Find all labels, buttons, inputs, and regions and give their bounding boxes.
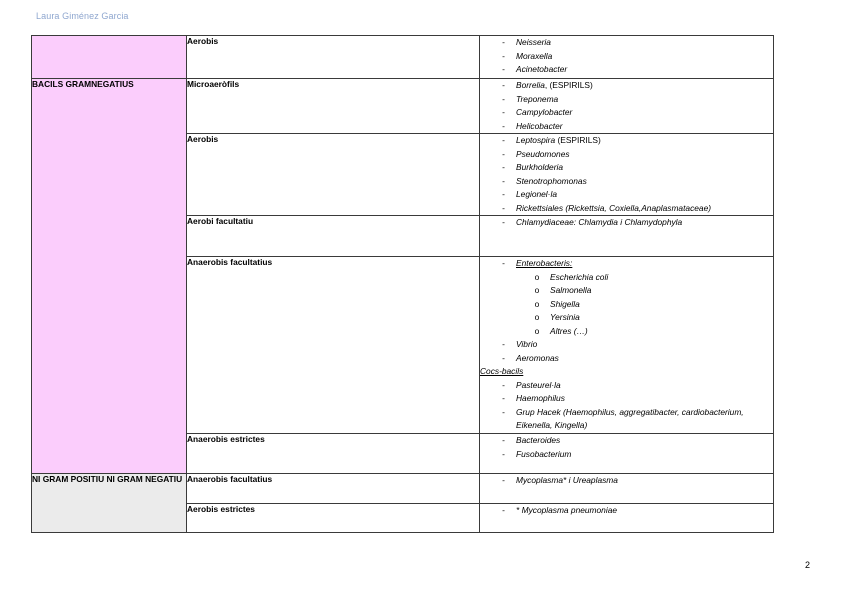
sub-list-item: o Yersinia [534, 312, 580, 322]
subgroup-label: Anaerobis facultatius [187, 474, 480, 504]
group-cell-empty [32, 36, 187, 79]
list-item: - Chlamydiaceae: Chlamydia i Chlamydophyla [502, 217, 683, 227]
list-item: - Grup Hacek (Haemophilus, aggregatibacter, cardiobacterium, Eikenella, Kingella) [502, 406, 744, 430]
list-item: - Burkholderia [502, 162, 564, 172]
list-item: - Pseudomones [502, 148, 570, 159]
list-item: - Neisseria [502, 37, 551, 47]
subgroup-label: Aerobis [187, 36, 480, 79]
sub-list-item: o Escherichia coli [534, 271, 609, 282]
list-item: - Legionel·la [502, 189, 557, 199]
organism-list [480, 434, 774, 474]
sub-list-item: o Shigella [534, 298, 580, 309]
sub-list-item: o Salmonella [534, 285, 592, 295]
list-item: - Fusobacterium [502, 448, 572, 459]
list-item: - Campylobacter [502, 107, 573, 117]
organism-list [480, 474, 774, 504]
bacteria-classification-table [31, 35, 774, 533]
list-item: - Rickettsiales (Rickettsia, Coxiella,Anaplasmataceae) [502, 202, 712, 213]
list-item: - Vibrio [502, 339, 538, 349]
list-item: - Stenotrophomonas [502, 175, 587, 186]
author-header: Laura Giménez Garcia [36, 11, 129, 21]
cocs-bacils-heading: Cocs-bacils [480, 366, 524, 376]
list-item: - Mycoplasma* i Ureaplasma [502, 475, 618, 485]
organism-list [480, 36, 774, 79]
list-item: - Moraxella [502, 50, 553, 61]
organism-list [480, 216, 774, 257]
table-row [32, 79, 774, 134]
list-item: - Acinetobacter [502, 64, 568, 74]
list-item: - Leptospira (ESPIRILS) [502, 135, 601, 145]
sub-list-item: o Altres (…) [534, 325, 588, 336]
list-item: - Helicobacter [502, 120, 563, 131]
list-item: - Treponema [502, 93, 559, 104]
list-item: - Haemophilus [502, 393, 565, 403]
organism-list [480, 134, 774, 216]
list-item: - Aeromonas [502, 352, 559, 363]
list-item: - * Mycoplasma pneumoniae [502, 505, 618, 515]
subgroup-label: Anaerobis estrictes [187, 434, 480, 474]
subgroup-label: Aerobis [187, 134, 480, 216]
subgroup-label: Anaerobis facultatius [187, 257, 480, 434]
subgroup-label: Aerobi facultatiu [187, 216, 480, 257]
table-row [32, 474, 774, 504]
group-bacils-gramnegatius: BACILS GRAMNEGATIUS [32, 79, 187, 474]
list-item: - Bacteroides [502, 435, 561, 445]
page-number: 2 [805, 560, 811, 570]
group-ni-gram: NI GRAM POSITIU NI GRAM NEGATIU [32, 474, 187, 533]
organism-list [480, 79, 774, 134]
organism-list [480, 257, 774, 434]
subgroup-label: Microaeròfils [187, 79, 480, 134]
subgroup-label: Aerobis estrictes [187, 504, 480, 533]
list-item: - Enterobacteris: [502, 258, 573, 268]
organism-list [480, 504, 774, 533]
list-item: - Borrelia, (ESPIRILS) [502, 80, 593, 90]
list-item: - Pasteurel·la [502, 379, 561, 390]
table-row [32, 36, 774, 79]
